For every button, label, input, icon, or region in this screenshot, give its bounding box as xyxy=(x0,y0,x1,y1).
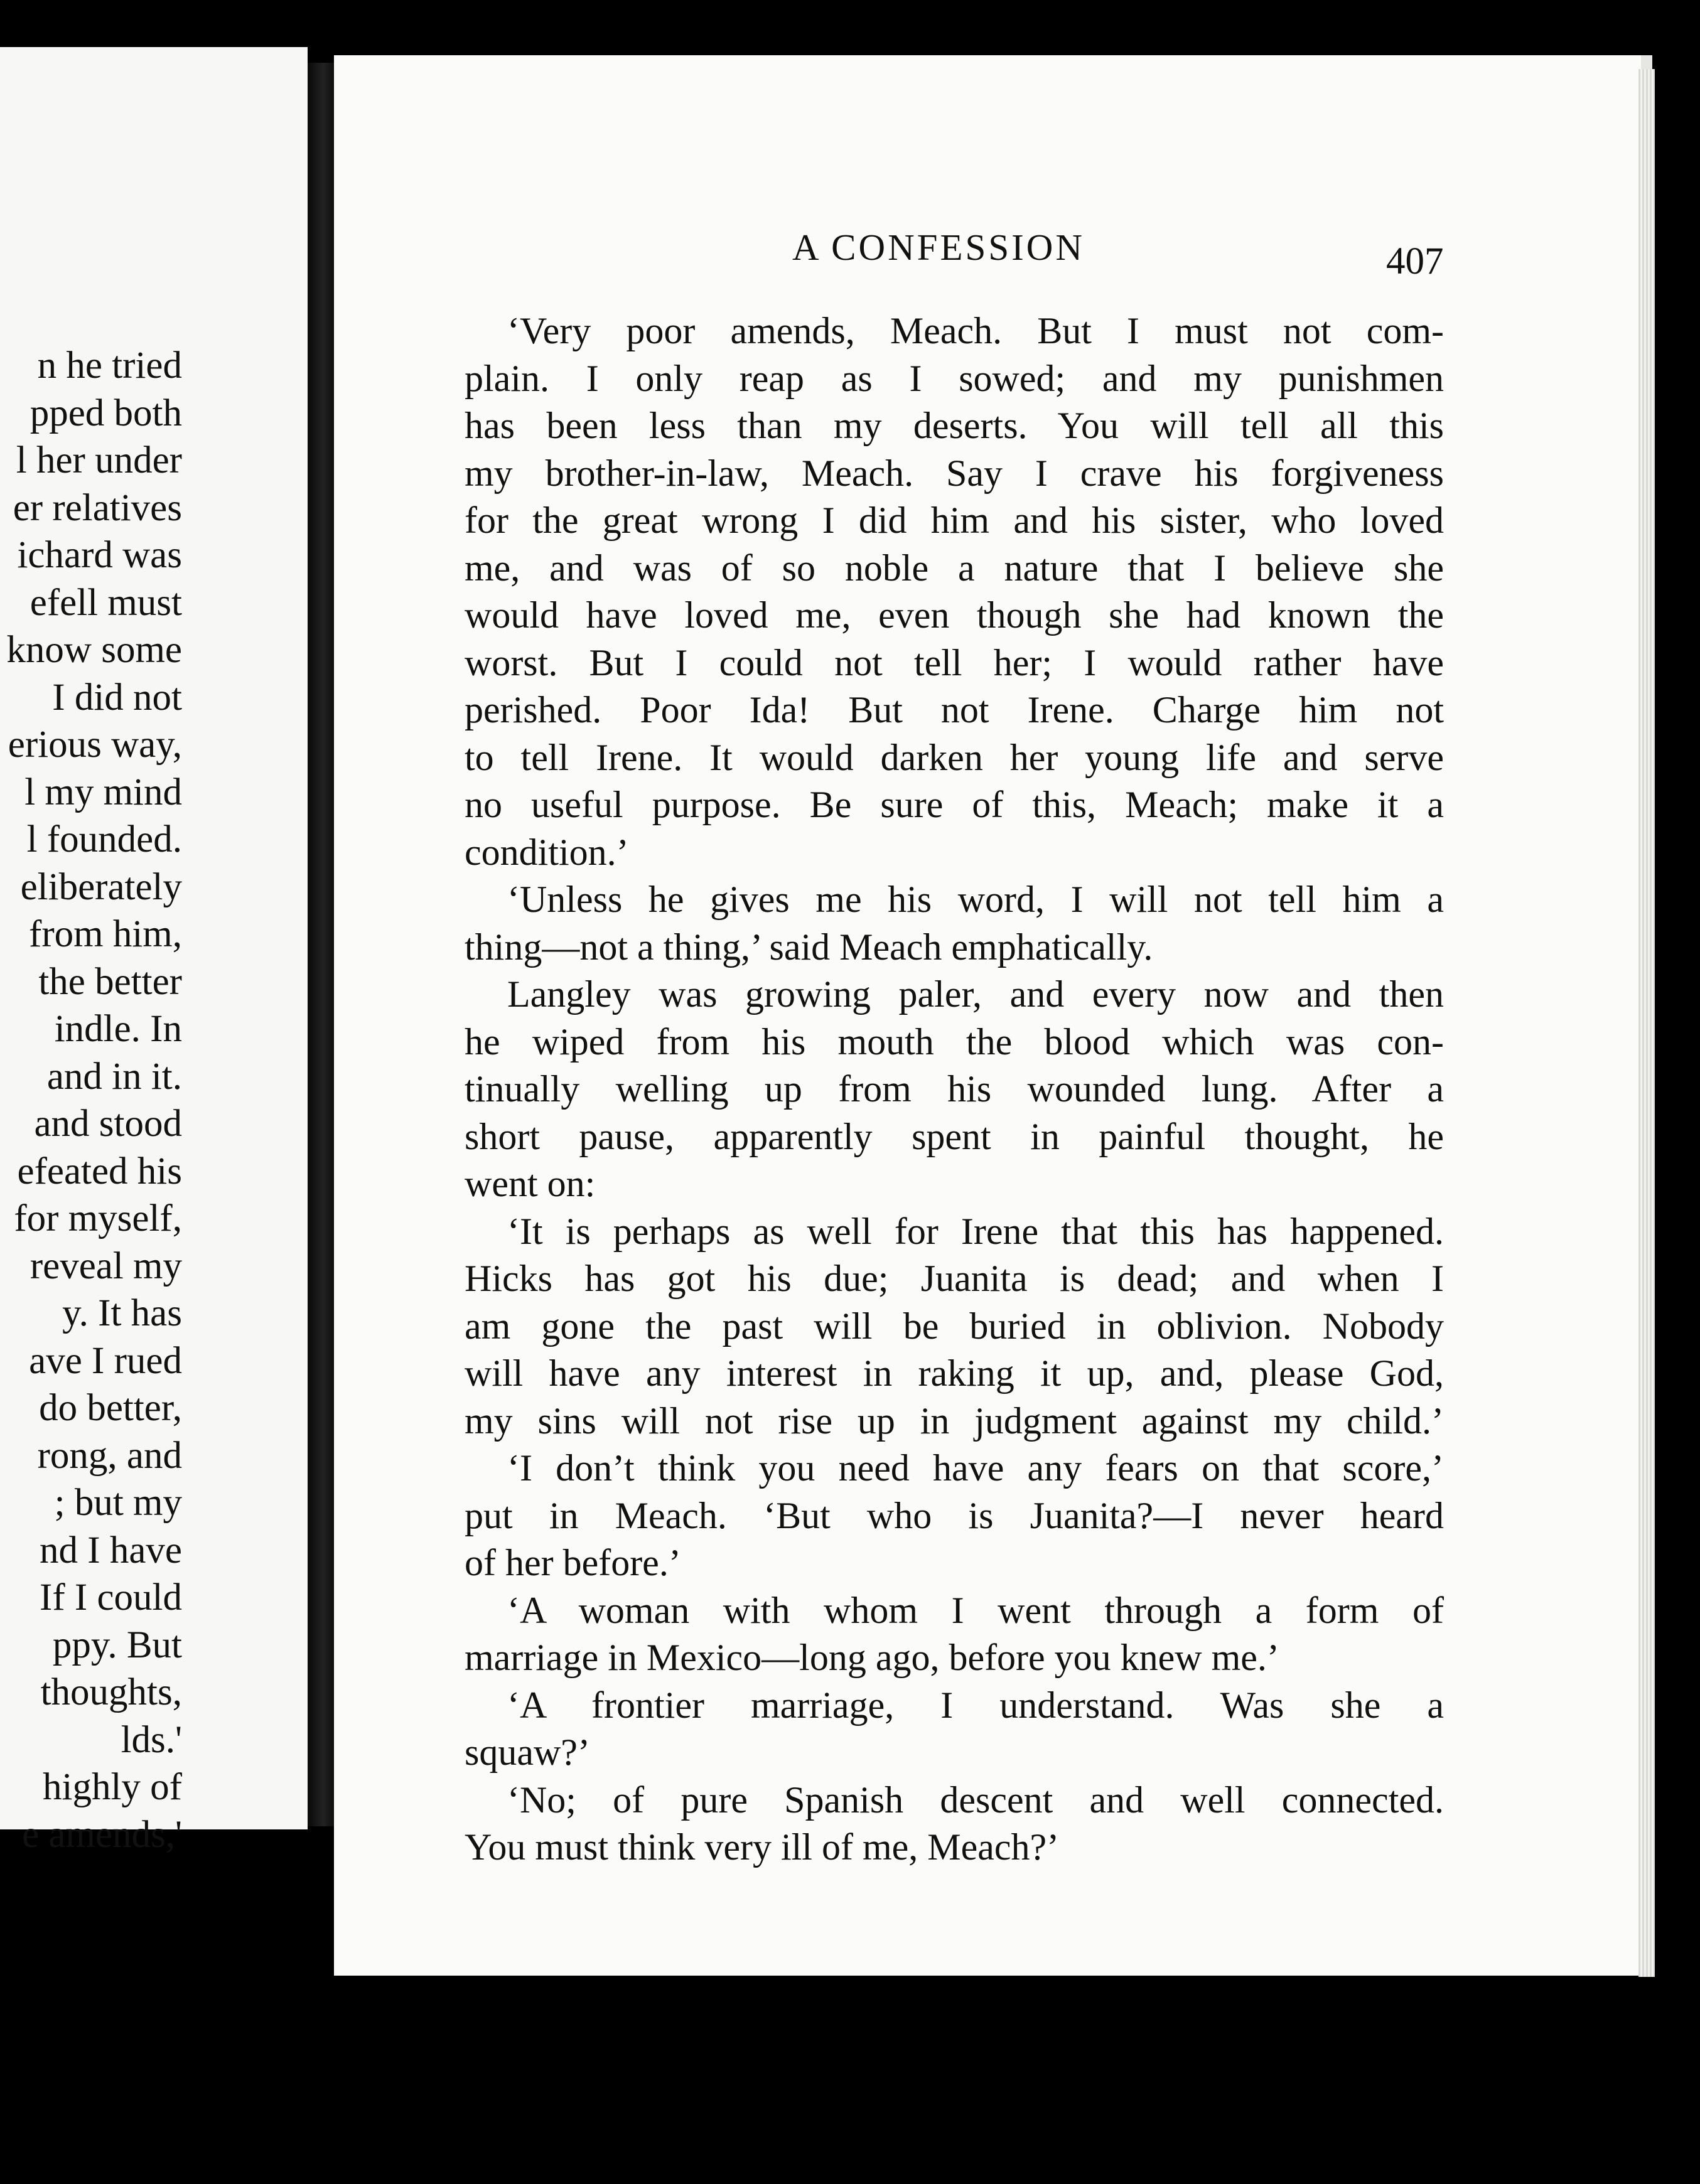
left-line: l my mind xyxy=(24,771,182,813)
left-line: ppy. But xyxy=(52,1624,182,1666)
left-line: eliberately xyxy=(20,865,182,908)
text-line: ‘A frontier marriage, I understand. Was she a xyxy=(507,1684,1444,1726)
left-line: thoughts, xyxy=(40,1671,182,1713)
text-line: worst. But I could not tell her; I would rather have xyxy=(465,641,1444,683)
text-line: put in Meach. ‘But who is Juanita?—I never heard xyxy=(465,1494,1444,1536)
left-line: and in it. xyxy=(46,1055,182,1098)
page-edge xyxy=(1638,69,1655,1977)
text-line: would have loved me, even though she had known the xyxy=(465,594,1444,636)
left-line: erious way, xyxy=(8,724,182,766)
text-line: ‘Very poor amends, Meach. But I must not com- xyxy=(507,310,1444,351)
left-line: from him, xyxy=(29,913,182,955)
text-line: me, and was of so noble a nature that I believe she xyxy=(465,547,1444,589)
text-line: for the great wrong I did him and his sister, who loved xyxy=(465,500,1444,541)
body-text xyxy=(465,308,1444,1871)
text-line: to tell Irene. It would darken her young life and serve xyxy=(465,736,1444,778)
text-line: You must think very ill of me, Meach?’ xyxy=(465,1826,1060,1868)
text-line: marriage in Mexico—long ago, before you knew me.’ xyxy=(465,1637,1279,1678)
left-line: highly of xyxy=(43,1766,182,1808)
text-line: ‘I don’t think you need have any fears on that score,’ xyxy=(507,1447,1444,1489)
left-line: er relatives xyxy=(13,486,182,529)
text-line: tinually welling up from his wounded lung. After a xyxy=(465,1068,1444,1110)
text-line: ‘A woman with whom I went through a form of xyxy=(507,1589,1444,1631)
left-line: If I could xyxy=(40,1576,182,1619)
left-line: ichard was xyxy=(17,534,182,576)
text-line: ‘No; of pure Spanish descent and well connected. xyxy=(507,1779,1444,1821)
left-line: rong, and xyxy=(37,1434,182,1477)
left-line: the better xyxy=(38,960,182,1003)
left-line: n he tried xyxy=(37,345,182,387)
text-line: he wiped from his mouth the blood which was con- xyxy=(465,1020,1444,1063)
left-line: ave I rued xyxy=(29,1339,182,1382)
left-line: know some xyxy=(6,629,182,671)
running-head: A CONFESSION xyxy=(792,227,1085,268)
text-line: Langley was growing paler, and every now and then xyxy=(507,973,1444,1015)
left-line: indle. In xyxy=(54,1008,182,1050)
left-line: nd I have xyxy=(40,1529,182,1571)
left-line: ; but my xyxy=(54,1482,182,1524)
text-line: ‘It is perhaps as well for Irene that this has happened. xyxy=(507,1210,1444,1252)
left-line: efell must xyxy=(30,581,182,624)
text-line: Hicks has got his due; Juanita is dead; and when I xyxy=(465,1258,1444,1299)
page-number: 407 xyxy=(1386,240,1444,282)
text-line: will have any interest in raking it up, and, please God, xyxy=(465,1352,1444,1394)
left-line: reveal my xyxy=(30,1245,182,1287)
left-line: and stood xyxy=(34,1103,182,1145)
left-line: lds.' xyxy=(121,1718,182,1761)
left-line: efeated his xyxy=(17,1150,182,1192)
text-line: squaw?’ xyxy=(465,1732,590,1773)
left-facing-page xyxy=(0,47,308,1856)
book-gutter xyxy=(308,63,334,1826)
left-line: y. It has xyxy=(62,1292,182,1334)
text-line: short pause, apparently spent in painful thought, he xyxy=(465,1115,1444,1157)
left-line: for myself, xyxy=(14,1197,182,1239)
left-line: I did not xyxy=(52,676,182,719)
text-line: went on: xyxy=(465,1163,596,1204)
text-line: am gone the past will be buried in oblivion. Nobody xyxy=(465,1305,1444,1347)
text-line: thing—not a thing,’ said Meach emphatically. xyxy=(465,926,1153,968)
left-line: l her under xyxy=(16,439,182,481)
text-line: my brother-in-law, Meach. Say I crave his forgiveness xyxy=(465,452,1444,494)
left-line: e amends,' xyxy=(22,1813,182,1856)
text-line: no useful purpose. Be sure of this, Meach; make it a xyxy=(465,784,1444,825)
text-line: plain. I only reap as I sowed; and my punishmen xyxy=(465,357,1444,399)
left-line: pped both xyxy=(30,392,182,434)
text-line: perished. Poor Ida! But not Irene. Charge him not xyxy=(465,689,1444,731)
text-line: of her before.’ xyxy=(465,1542,681,1583)
left-page-text xyxy=(0,342,182,1858)
text-line: my sins will not rise up in judgment against my child.’ xyxy=(465,1400,1444,1442)
text-line: condition.’ xyxy=(465,831,629,873)
left-line: l founded. xyxy=(26,818,182,860)
text-line: has been less than my deserts. You will tell all this xyxy=(465,405,1444,446)
text-line: ‘Unless he gives me his word, I will not tell him a xyxy=(507,879,1444,920)
left-line: do better, xyxy=(39,1387,182,1429)
